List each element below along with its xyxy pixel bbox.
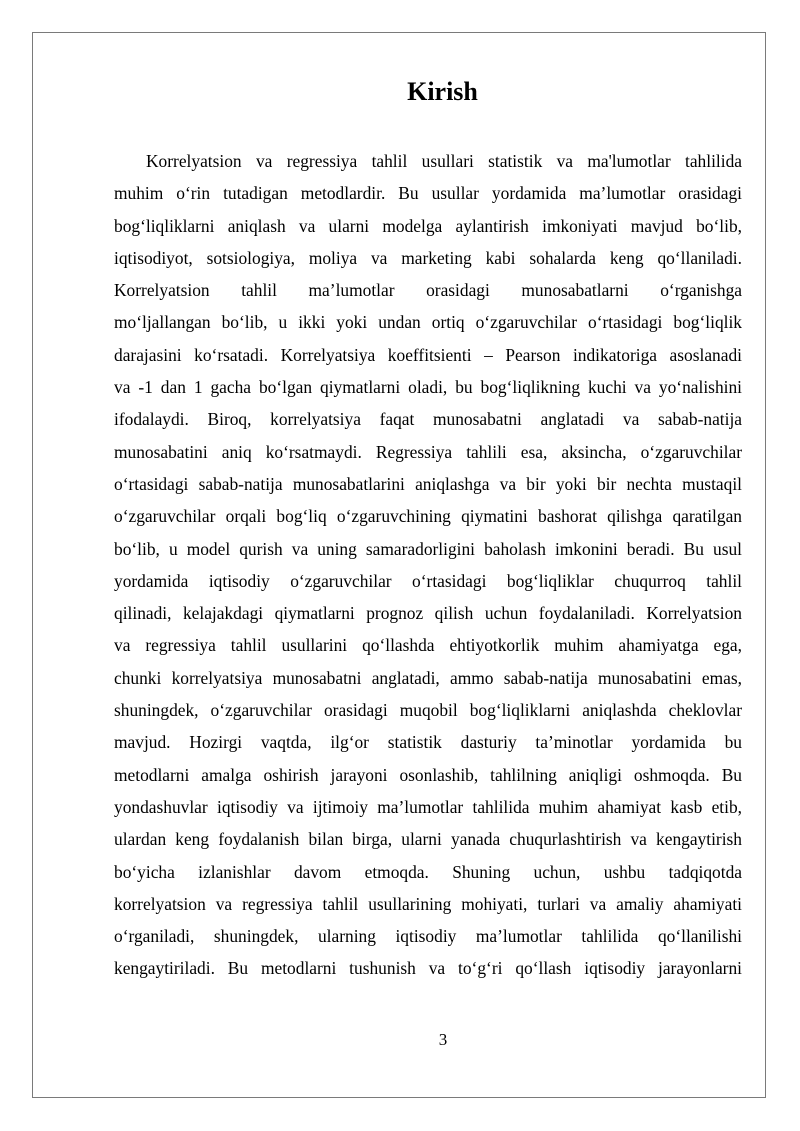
body-paragraph xyxy=(114,145,742,985)
text-line: o‘rtasidagi sabab-natija munosabatlarini aniqlashga va bir yoki bir nechta mustaqil xyxy=(114,473,742,494)
text-line: darajasini ko‘rsatadi. Korrelyatsiya koeffitsienti – Pearson indikatoriga asoslanadi xyxy=(114,344,742,365)
text-line: metodlarni amalga oshirish jarayoni osonlashib, tahlilning aniqligi oshmoqda. Bu xyxy=(114,764,742,785)
text-line: Korrelyatsion va regressiya tahlil usullari statistik va ma'lumotlar tahlilida xyxy=(146,151,742,171)
text-line: bog‘liqliklarni aniqlash va ularni modelga aylantirish imkoniyati mavjud bo‘lib, xyxy=(114,215,742,236)
text-line: bo‘lib, u model qurish va uning samaradorligini baholash imkonini beradi. Bu usul xyxy=(114,538,742,559)
text-line: yondashuvlar iqtisodiy va ijtimoiy ma’lumotlar tahlilida muhim ahamiyat kasb etib, xyxy=(114,796,742,817)
text-line: yordamida iqtisodiy o‘zgaruvchilar o‘rtasidagi bog‘liqliklar chuqurroq tahlil xyxy=(114,570,742,591)
page-number-text: 3 xyxy=(438,1030,448,1049)
page-title xyxy=(0,76,800,108)
text-line: munosabatini aniq ko‘rsatmaydi. Regressiya tahlili esa, aksincha, o‘zgaruvchilar xyxy=(114,441,742,462)
text-line: o‘rganiladi, shuningdek, ularning iqtisodiy ma’lumotlar tahlilida qo‘llanilishi xyxy=(114,926,742,947)
text-line: o‘zgaruvchilar orqali bog‘liq o‘zgaruvchining qiymatini bashorat qilishga qaratilgan xyxy=(114,506,742,527)
text-line: korrelyatsion va regressiya tahlil usullarining mohiyati, turlari va amaliy ahamiyati xyxy=(114,893,742,914)
text-line: Korrelyatsion tahlil ma’lumotlar orasidagi munosabatlarni o‘rganishga xyxy=(114,280,742,301)
text-line: iqtisodiyot, sotsiologiya, moliya va marketing kabi sohalarda keng qo‘llaniladi. xyxy=(114,247,742,268)
page-number xyxy=(0,1030,800,1050)
text-line: bo‘yicha izlanishlar davom etmoqda. Shuning uchun, ushbu tadqiqotda xyxy=(114,861,742,882)
text-line: shuningdek, o‘zgaruvchilar orasidagi muqobil bog‘liqliklarni aniqlashda cheklovlar xyxy=(114,700,742,721)
text-line: chunki korrelyatsiya munosabatni anglatadi, ammo sabab-natija munosabatini emas, xyxy=(114,667,742,688)
text-line: muhim o‘rin tutadigan metodlardir. Bu usullar yordamida ma’lumotlar orasidagi xyxy=(114,183,742,204)
text-line: mo‘ljallangan bo‘lib, u ikki yoki undan ortiq o‘zgaruvchilar o‘rtasidagi bog‘liqlik xyxy=(114,312,742,333)
text-line: qilinadi, kelajakdagi qiymatlarni prognoz qilish uchun foydalaniladi. Korrelyatsion xyxy=(114,603,742,624)
text-line: va regressiya tahlil usullarini qo‘llashda ehtiyotkorlik muhim ahamiyatga ega, xyxy=(114,635,742,656)
text-line: ulardan keng foydalanish bilan birga, ularni yanada chuqurlashtirish va kengaytirish xyxy=(114,829,742,850)
text-line: ifodalaydi. Biroq, korrelyatsiya faqat munosabatni anglatadi va sabab-natija xyxy=(114,409,742,430)
title-text: Kirish xyxy=(407,77,478,106)
text-line: va -1 dan 1 gacha bo‘lgan qiymatlarni oladi, bu bog‘liqlikning kuchi va yo‘nalishini xyxy=(114,377,742,398)
text-line: mavjud. Hozirgi vaqtda, ilg‘or statistik dasturiy ta’minotlar yordamida bu xyxy=(114,732,742,753)
text-line: kengaytiriladi. Bu metodlarni tushunish va to‘g‘ri qo‘llash iqtisodiy jarayonlarni xyxy=(114,958,742,979)
